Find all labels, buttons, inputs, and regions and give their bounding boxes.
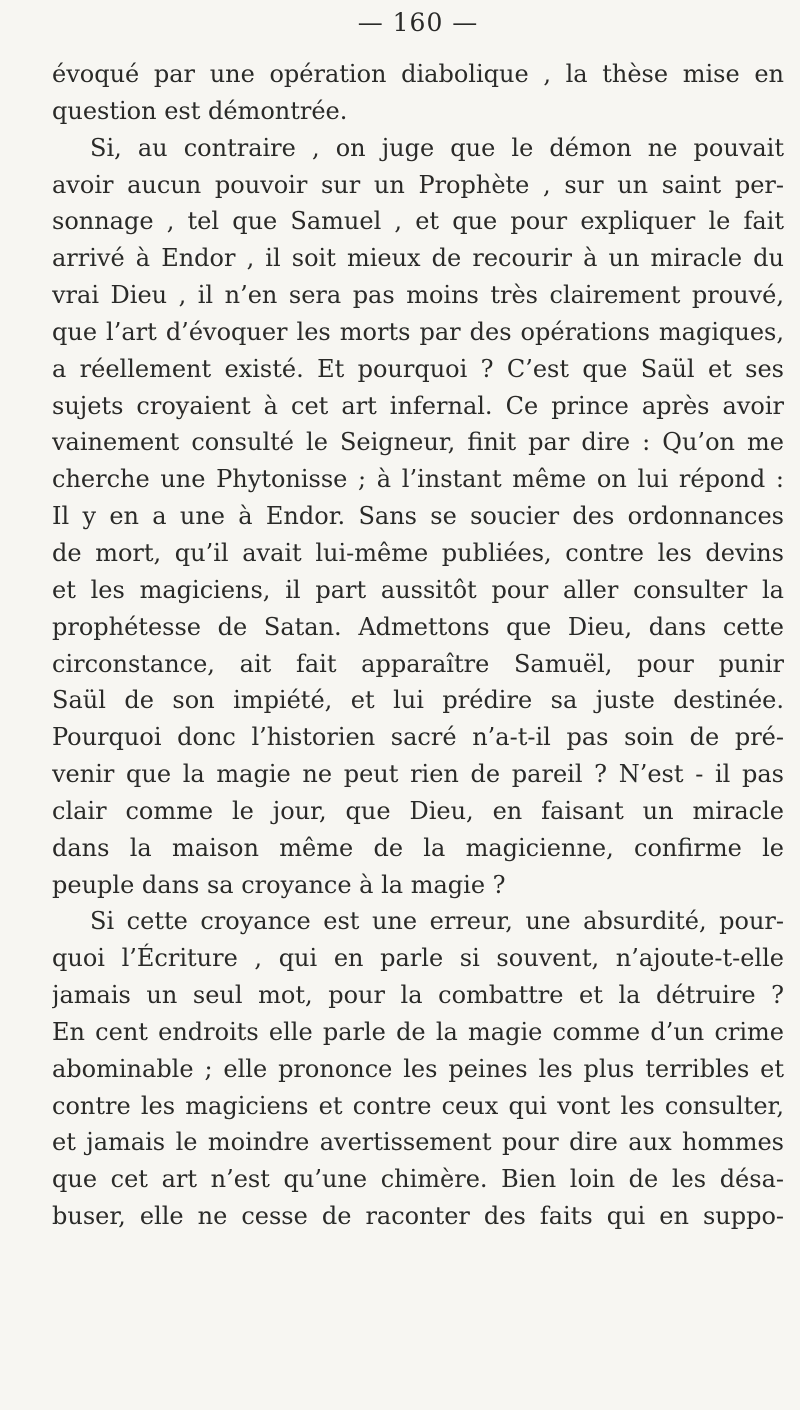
text-line: avoir aucun pouvoir sur un Prophète , sur un saint per- xyxy=(52,170,784,199)
text-line: vainement consulté le Seigneur, finit par dire : Qu’on me xyxy=(52,428,784,457)
text-line: prophétesse de Satan. Admettons que Dieu, dans cette xyxy=(52,612,784,641)
text-line: arrivé à Endor , il soit mieux de recourir à un miracle du xyxy=(52,244,784,273)
text-line: Si cette croyance est une erreur, une absurdité, pour- xyxy=(90,907,784,936)
text-line: que l’art d’évoquer les morts par des opérations magiques, xyxy=(52,317,784,346)
page-number-header: — 160 — xyxy=(357,8,479,37)
text-line: vrai Dieu , il n’en sera pas moins très clairement prouvé, xyxy=(52,281,784,310)
text-line: Pourquoi donc l’historien sacré n’a-t-il pas soin de pré- xyxy=(52,723,784,752)
text-line: buser, elle ne cesse de raconter des faits qui en suppo- xyxy=(52,1202,784,1231)
text-line: contre les magiciens et contre ceux qui vont les consulter, xyxy=(52,1091,784,1120)
text-line: quoi l’Écriture , qui en parle si souvent, n’ajoute-t-elle xyxy=(52,944,784,973)
text-line: cherche une Phytonisse ; à l’instant même on lui répond : xyxy=(52,465,784,494)
text-line: clair comme le jour, que Dieu, en faisant un miracle xyxy=(52,796,784,825)
text-line: sujets croyaient à cet art infernal. Ce prince après avoir xyxy=(52,391,784,420)
body-text xyxy=(52,56,784,1235)
text-line: que cet art n’est qu’une chimère. Bien loin de les désa- xyxy=(52,1165,784,1194)
text-line: et les magiciens, il part aussitôt pour aller consulter la xyxy=(52,575,784,604)
text-line: évoqué par une opération diabolique , la thèse mise en xyxy=(52,60,784,88)
text-line: de mort, qu’il avait lui-même publiées, contre les devins xyxy=(52,538,784,567)
book-page xyxy=(52,0,784,1410)
text-line: Saül de son impiété, et lui prédire sa juste destinée. xyxy=(52,686,784,715)
text-line: peuple dans sa croyance à la magie ? xyxy=(52,870,506,899)
text-line: venir que la magie ne peut rien de pareil ? N’est - il pas xyxy=(52,760,784,789)
text-line: et jamais le moindre avertissement pour dire aux hommes xyxy=(52,1128,784,1157)
text-line: jamais un seul mot, pour la combattre et la détruire ? xyxy=(52,981,784,1010)
text-line: Si, au contraire , on juge que le démon ne pouvait xyxy=(90,133,784,162)
text-line: En cent endroits elle parle de la magie comme d’un crime xyxy=(52,1017,784,1046)
text-line: dans la maison même de la magicienne, confirme le xyxy=(52,833,784,862)
text-line: abominable ; elle prononce les peines les plus terribles et xyxy=(52,1054,784,1083)
text-line: a réellement existé. Et pourquoi ? C’est que Saül et ses xyxy=(52,354,784,383)
text-line: circonstance, ait fait apparaître Samuël, pour punir xyxy=(52,649,784,678)
text-line: Il y en a une à Endor. Sans se soucier des ordonnances xyxy=(52,502,784,531)
text-line: question est démontrée. xyxy=(52,96,348,125)
text-line: sonnage , tel que Samuel , et que pour expliquer le fait xyxy=(52,207,784,236)
